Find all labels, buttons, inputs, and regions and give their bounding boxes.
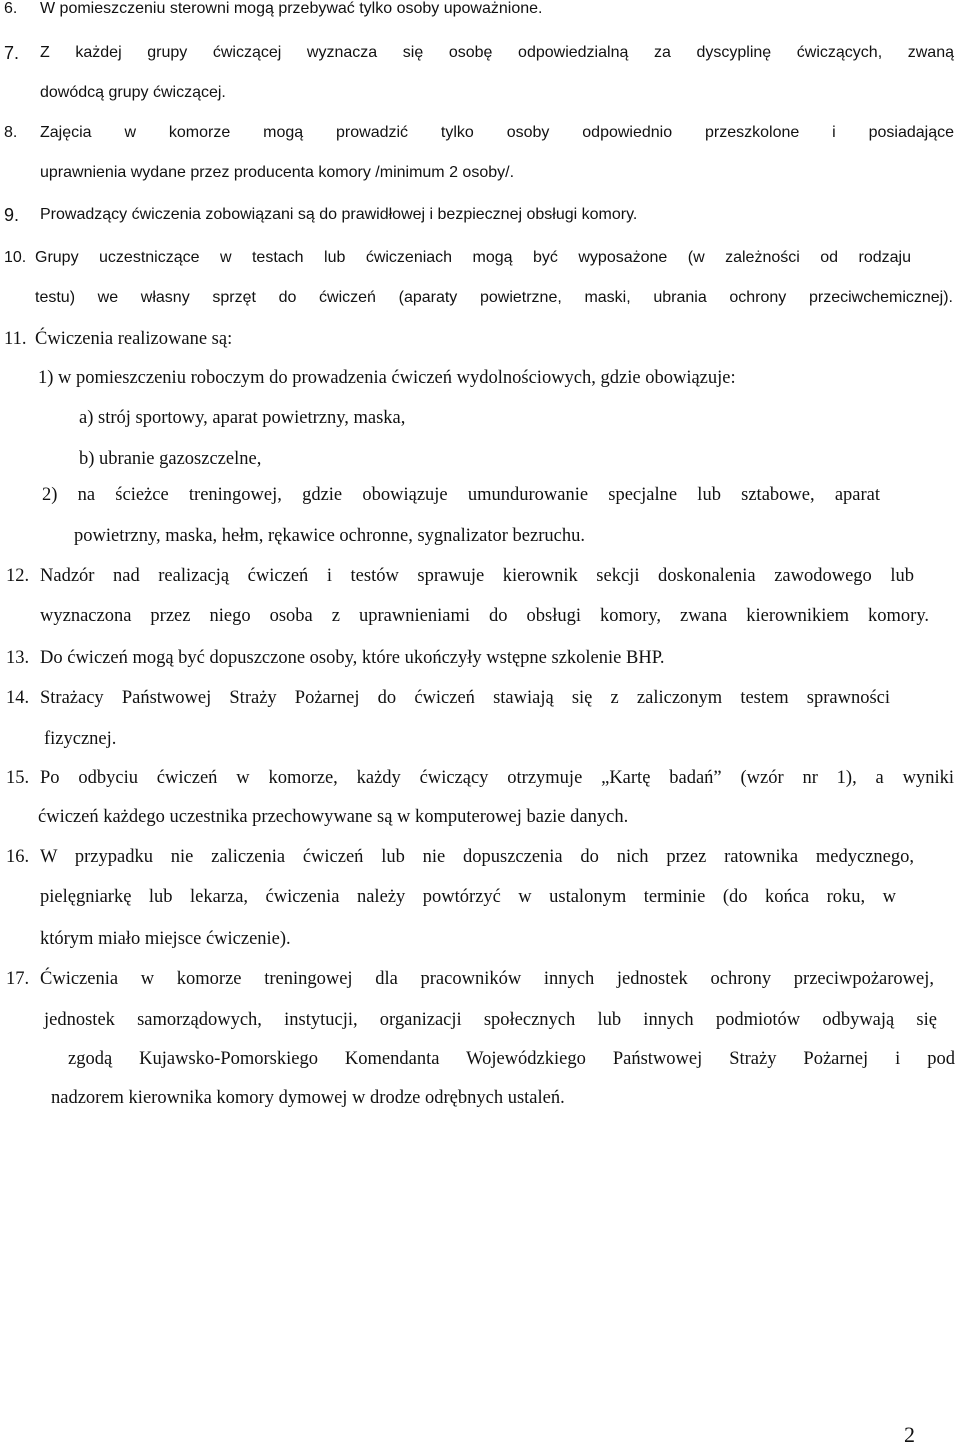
sublist-line: b) ubranie gazoszczelne, bbox=[79, 449, 262, 469]
sublist-line: 1) w pomieszczeniu roboczym do prowadzenia ćwiczeń wydolnościowych, gdzie obowiązuje: bbox=[38, 368, 736, 388]
item-number: 10. bbox=[4, 249, 27, 266]
item-number: 15. bbox=[6, 768, 30, 788]
item-text-line: zgodą Kujawsko-Pomorskiego Komendanta Wojewódzkiego Państwowej Straży Pożarnej i pod bbox=[68, 1049, 955, 1069]
item-text-line: Grupy uczestniczące w testach lub ćwiczeniach mogą być wyposażone (w zależności od rodzaju bbox=[35, 249, 911, 266]
item-number: 8. bbox=[4, 124, 18, 141]
item-text-line: Do ćwiczeń mogą być dopuszczone osoby, które ukończyły wstępne szkolenie BHP. bbox=[40, 648, 665, 668]
item-text-line: Ćwiczenia realizowane są: bbox=[35, 329, 233, 349]
item-text-line: Strażacy Państwowej Straży Pożarnej do ćwiczeń stawiają się z zaliczonym testem sprawności bbox=[40, 688, 890, 708]
item-number: 13. bbox=[6, 648, 30, 668]
item-number: 17. bbox=[6, 969, 30, 989]
item-text-line: pielęgniarkę lub lekarza, ćwiczenia należy powtórzyć w ustalonym terminie (do końca roku, w bbox=[40, 887, 896, 907]
item-number: 7. bbox=[4, 43, 20, 63]
item-text-line: Nadzór nad realizacją ćwiczeń i testów sprawuje kierownik sekcji doskonalenia zawodowego lub bbox=[40, 566, 914, 586]
sublist-line: 2) na ścieżce treningowej, gdzie obowiązuje umundurowanie specjalne lub sztabowe, aparat bbox=[42, 485, 880, 505]
item-text-line: dowódcą grupy ćwiczącej. bbox=[40, 84, 226, 101]
item-text-line: Z każdej grupy ćwiczącej wyznacza się osobę odpowiedzialną za dyscyplinę ćwiczących, zwaną bbox=[40, 44, 954, 61]
item-text-line: Ćwiczenia w komorze treningowej dla pracowników innych jednostek ochrony przeciwpożarowej, bbox=[40, 969, 934, 989]
item-text-line: Prowadzący ćwiczenia zobowiązani są do prawidłowej i bezpiecznej obsługi komory. bbox=[40, 206, 638, 223]
sublist-line: a) strój sportowy, aparat powietrzny, maska, bbox=[79, 408, 406, 428]
item-number: 16. bbox=[6, 847, 30, 867]
item-text-line: jednostek samorządowych, instytucji, organizacji społecznych lub innych podmiotów odbywają się bbox=[44, 1010, 937, 1030]
item-text-line: którym miało miejsce ćwiczenie). bbox=[40, 929, 291, 949]
item-text-line: fizycznej. bbox=[44, 729, 117, 749]
item-text-line: uprawnienia wydane przez producenta komory /minimum 2 osoby/. bbox=[40, 164, 515, 181]
page-number: 2 bbox=[904, 1422, 915, 1447]
item-number: 9. bbox=[4, 205, 20, 225]
item-text-line: W pomieszczeniu sterowni mogą przebywać tylko osoby upoważnione. bbox=[40, 0, 543, 17]
sublist-line: powietrzny, maska, hełm, rękawice ochronne, sygnalizator bezruchu. bbox=[74, 526, 585, 546]
item-number: 11. bbox=[4, 329, 27, 349]
item-number: 12. bbox=[6, 566, 30, 586]
item-text-line: ćwiczeń każdego uczestnika przechowywane są w komputerowej bazie danych. bbox=[38, 807, 629, 827]
item-text-line: Po odbyciu ćwiczeń w komorze, każdy ćwiczący otrzymuje „Kartę badań” (wzór nr 1), a wyniki bbox=[40, 768, 954, 788]
item-text-line: W przypadku nie zaliczenia ćwiczeń lub nie dopuszczenia do nich przez ratownika medycznego, bbox=[40, 847, 914, 867]
item-text-line: nadzorem kierownika komory dymowej w drodze odrębnych ustaleń. bbox=[51, 1088, 565, 1108]
item-number: 14. bbox=[6, 688, 30, 708]
item-text-line: Zajęcia w komorze mogą prowadzić tylko osoby odpowiednio przeszkolone i posiadające bbox=[40, 124, 954, 141]
item-text-line: testu) we własny sprzęt do ćwiczeń (aparaty powietrzne, maski, ubrania ochrony przeciwchemicznej). bbox=[35, 289, 953, 306]
item-number: 6. bbox=[4, 0, 18, 17]
item-text-line: wyznaczona przez niego osoba z uprawnieniami do obsługi komory, zwana kierownikiem komory. bbox=[40, 606, 929, 626]
